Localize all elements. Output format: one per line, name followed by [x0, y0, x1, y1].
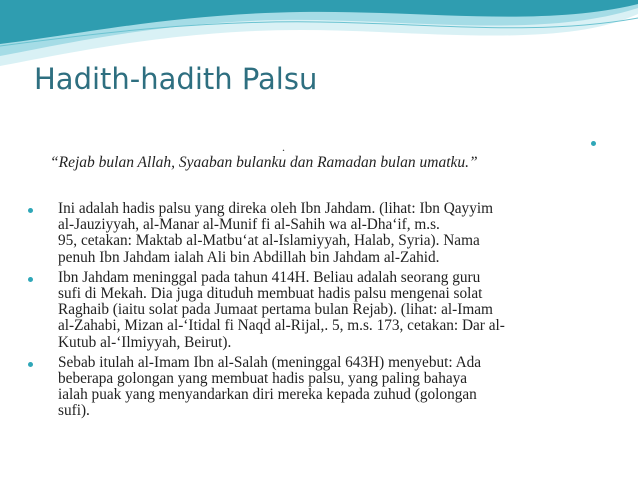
bullet-line: sufi di Mekah. Dia juga dituduh membuat hadis palsu mengenai solat	[58, 285, 483, 303]
slide-title: Hadith-hadith Palsu	[34, 62, 318, 96]
bullet-item	[28, 201, 603, 266]
bullet-line: 95, cetakan: Maktab al-Matbu‘at al-Islamiyyah, Halab, Syria). Nama	[58, 232, 480, 250]
quoted-hadith: “Rejab bulan Allah, Syaaban bulanku dan Ramadan bulan umatku.”	[50, 154, 478, 171]
bullet-line: Sebab itulah al-Imam Ibn al-Salah (meninggal 643H) menyebut: Ada	[58, 353, 482, 371]
bullet-line: Kutub al-‘Ilmiyyah, Beirut).	[58, 333, 232, 351]
bullet-item	[28, 270, 603, 351]
bullet-line: beberapa golongan yang membuat hadis palsu, yang paling bahaya	[58, 370, 468, 388]
bullet-marker	[28, 208, 33, 213]
stray-period: .	[282, 140, 285, 154]
bullet-marker	[28, 362, 33, 367]
bullet-line: ialah puak yang menyandarkan diri mereka kepada zuhud (golongan	[58, 386, 477, 404]
bullet-line: Ini adalah hadis palsu yang direka oleh Ibn Jahdam. (lihat: Ibn Qayyim	[58, 200, 493, 217]
bullet-line: al-Zahabi, Mizan al-‘Itidal fi Naqd al-Rijal,. 5, m.s. 173, cetakan: Dar al-	[58, 317, 505, 335]
bullet-list	[28, 201, 603, 424]
bullet-marker-empty	[591, 141, 596, 146]
bullet-line: Ibn Jahdam meninggal pada tahun 414H. Beliau adalah seorang guru	[58, 268, 481, 286]
bullet-line: sufi).	[58, 402, 90, 420]
bullet-line: al-Jauziyyah, al-Manar al-Munif fi al-Sahih wa al-Dha‘if, m.s.	[58, 216, 440, 234]
bullet-marker	[28, 277, 33, 282]
bullet-item	[28, 355, 603, 420]
bullet-line: Raghaib (iaitu solat pada Jumaat pertama bulan Rejab). (lihat: al-Imam	[58, 301, 493, 319]
bullet-line: penuh Ibn Jahdam ialah Ali bin Abdillah bin Jahdam al-Zahid.	[58, 248, 440, 266]
